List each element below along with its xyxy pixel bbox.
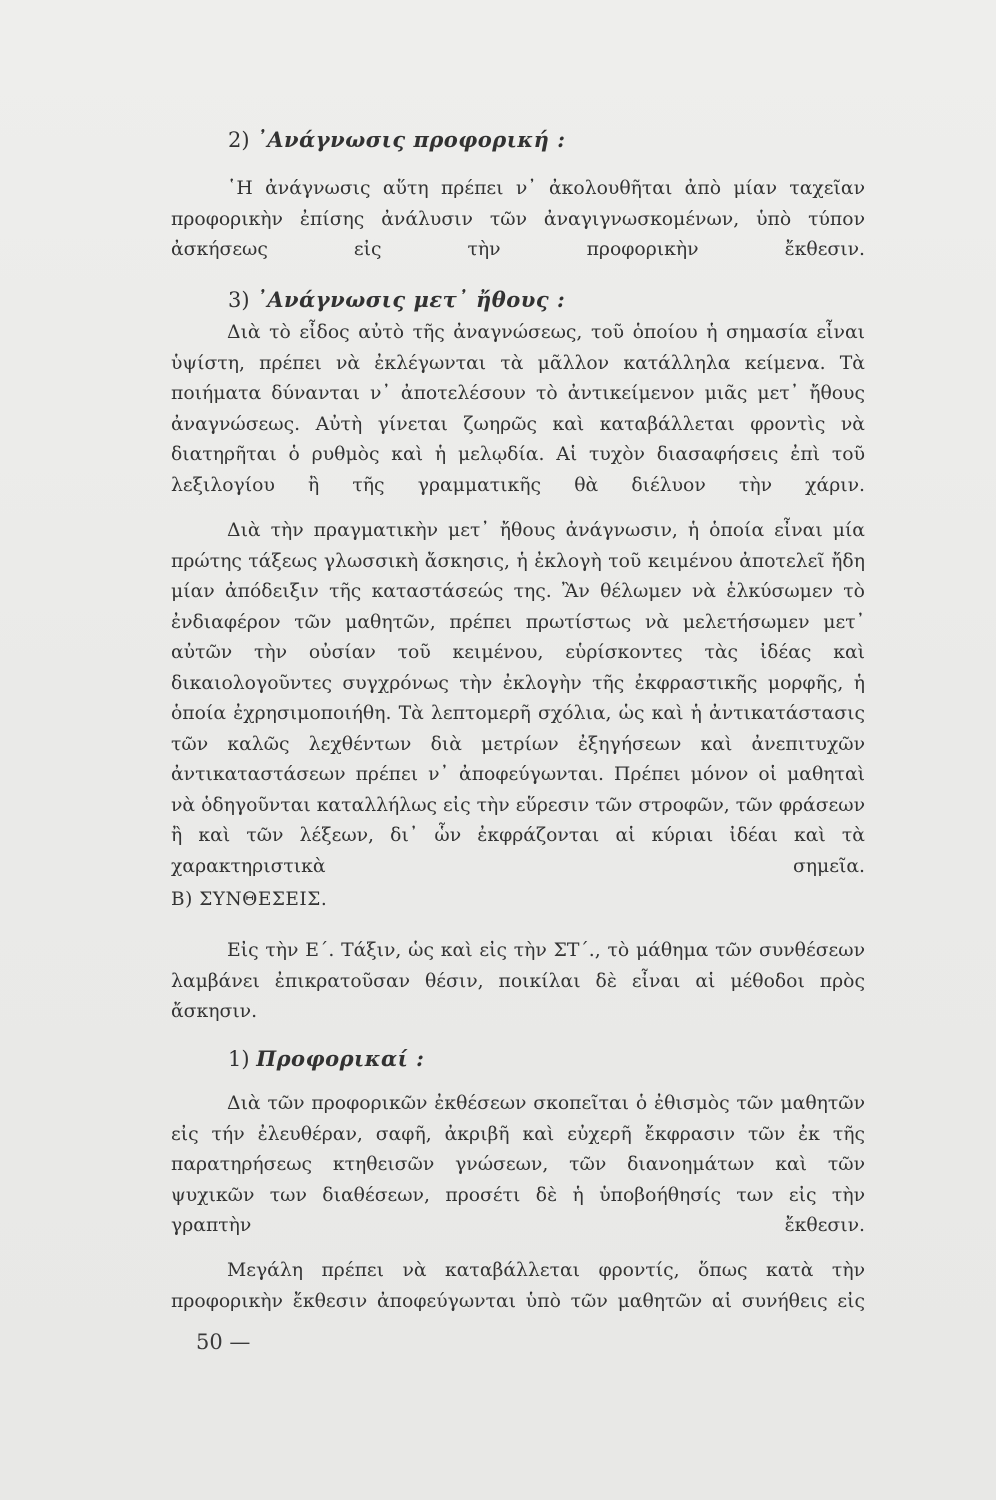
paragraph-text: Διὰ τὴν πραγματικὴν μετ᾿ ἤθους ἀνάγνωσιν, ἡ ὁποία εἶναι μία πρώτης τάξεως γλωσσικὴ ἄσκησις, ἡ ἐκλογὴ τοῦ κειμένου ἀποτελεῖ ἤδη μίαν ἀπόδειξιν τῆς καταστάσεώς της. Ἂν θέλωμεν νὰ ἑλκύσωμεν τὸ ἐνδιαφέρον τῶν μαθητῶν, πρέπει πρωτίστως νὰ μελετήσωμεν μετ᾿ αὐτῶν τὴν οὐσίαν τοῦ κειμένου, εὑρίσκοντες τὰς ἰδέας καὶ δικαιολογοῦντες συγχρόνως τὴν ἐκλογὴν τῆς ἐκφραστικῆς μορφῆς, ἡ ὁποία ἐχρησιμοποιήθη. Τὰ λεπτομερῆ σχόλια, ὡς καὶ ἡ ἀντικατάστασις τῶν καλῶς λεχθέντων διὰ μετρίων ἐξηγήσεων καὶ ἀνεπιτυχῶν ἀντικαταστάσεων πρέπει ν᾿ ἀποφεύγωνται. Πρέπει μόνον οἱ μαθηταὶ νὰ ὁδηγοῦνται καταλλήλως εἰς τὴν εὕρεσιν τῶν στροφῶν, τῶν φράσεων ἢ καὶ τῶν λέξεων, δι᾿ ὧν ἐκφράζονται αἱ κύριαι ἰδέαι καὶ τὰ χαρακτηριστικὰ σημεῖα. (171, 520, 865, 877)
paragraph-compositions (171, 936, 865, 1028)
heading-oral-reading (228, 126, 566, 154)
heading-number: 2) (228, 128, 250, 152)
paragraph-text: ῾Η ἀνάγνωσις αὕτη πρέπει ν᾿ ἀκολουθῆται ἀπὸ μίαν ταχεῖαν προφορικὴν ἐπίσης ἀνάλυσιν τῶν ἀναγιγνωσκομένων, ὑπὸ τύπον ἀσκήσεως εἰς τὴν προφορικὴν ἔκθεσιν. (171, 178, 865, 260)
paragraph-text: Μεγάλη πρέπει νὰ καταβάλλεται φροντίς, ὅπως κατὰ τὴν προφορικὴν ἔκθεσιν ἀποφεύγωνται ὑπὸ τῶν μαθητῶν αἱ συνήθεις εἰς (171, 1260, 865, 1312)
heading-title: Προφορικαί : (256, 1046, 425, 1071)
paragraph-oral-compositions (171, 1089, 865, 1243)
paragraph-expressive-reading (171, 318, 865, 502)
paragraph-real-reading (171, 516, 865, 877)
heading-number: 3) (228, 288, 250, 312)
page-number: 50 — (196, 1330, 251, 1354)
section-heading-compositions: Β) ΣΥΝΘΕΣΕΙΣ. (171, 889, 328, 910)
paragraph-text: Διὰ τῶν προφορικῶν ἐκθέσεων σκοπεῖται ὁ ἐθισμὸς τῶν μαθητῶν εἰς τήν ἐλευθέραν, σαφῆ, ἀκριβῆ καὶ εὐχερῆ ἔκφρασιν τῶν ἐκ τῆς παρατηρήσεως κτηθεισῶν γνώσεων, τῶν διανοημάτων καὶ τῶν ψυχικῶν των διαθέσεων, προσέτι δὲ ἡ ὑποβοήθησίς των εἰς τὴν γραπτὴν ἔκθεσιν. (171, 1093, 865, 1236)
paragraph-text: Εἰς τὴν Ε΄. Τάξιν, ὡς καὶ εἰς τὴν ΣΤ΄., τὸ μάθημα τῶν συνθέσεων λαμβάνει ἐπικρατοῦσαν θέσιν, ποικίλαι δὲ εἶναι αἱ μέθοδοι πρὸς ἄσκησιν. (171, 940, 865, 1022)
paragraph-text: Διὰ τὸ εἶδος αὐτὸ τῆς ἀναγνώσεως, τοῦ ὁποίου ἡ σημασία εἶναι ὑψίστη, πρέπει νὰ ἐκλέγωνται τὰ μᾶλλον κατάλληλα κείμενα. Τὰ ποιήματα δύνανται ν᾿ ἀποτελέσουν τὸ ἀντικείμενον μιᾶς μετ᾿ ἤθους ἀναγνώσεως. Αὐτὴ γίνεται ζωηρῶς καὶ καταβάλλεται φροντὶς νὰ διατηρῆται ὁ ρυθμὸς καὶ ἡ μελῳδία. Αἱ τυχὸν διασαφήσεις ἐπὶ τοῦ λεξιλογίου ἢ τῆς γραμματικῆς θὰ διέλυον τὴν χάριν. (171, 322, 865, 496)
heading-title: ᾿Ανάγνωσις προφορική : (256, 127, 566, 152)
heading-title: ᾿Ανάγνωσις μετ᾿ ἤθους : (256, 287, 566, 312)
paragraph-great-care (171, 1256, 865, 1318)
heading-oral-compositions (228, 1045, 424, 1073)
paragraph-oral-reading (171, 174, 865, 266)
heading-expressive-reading (228, 286, 565, 314)
heading-number: 1) (228, 1047, 250, 1071)
